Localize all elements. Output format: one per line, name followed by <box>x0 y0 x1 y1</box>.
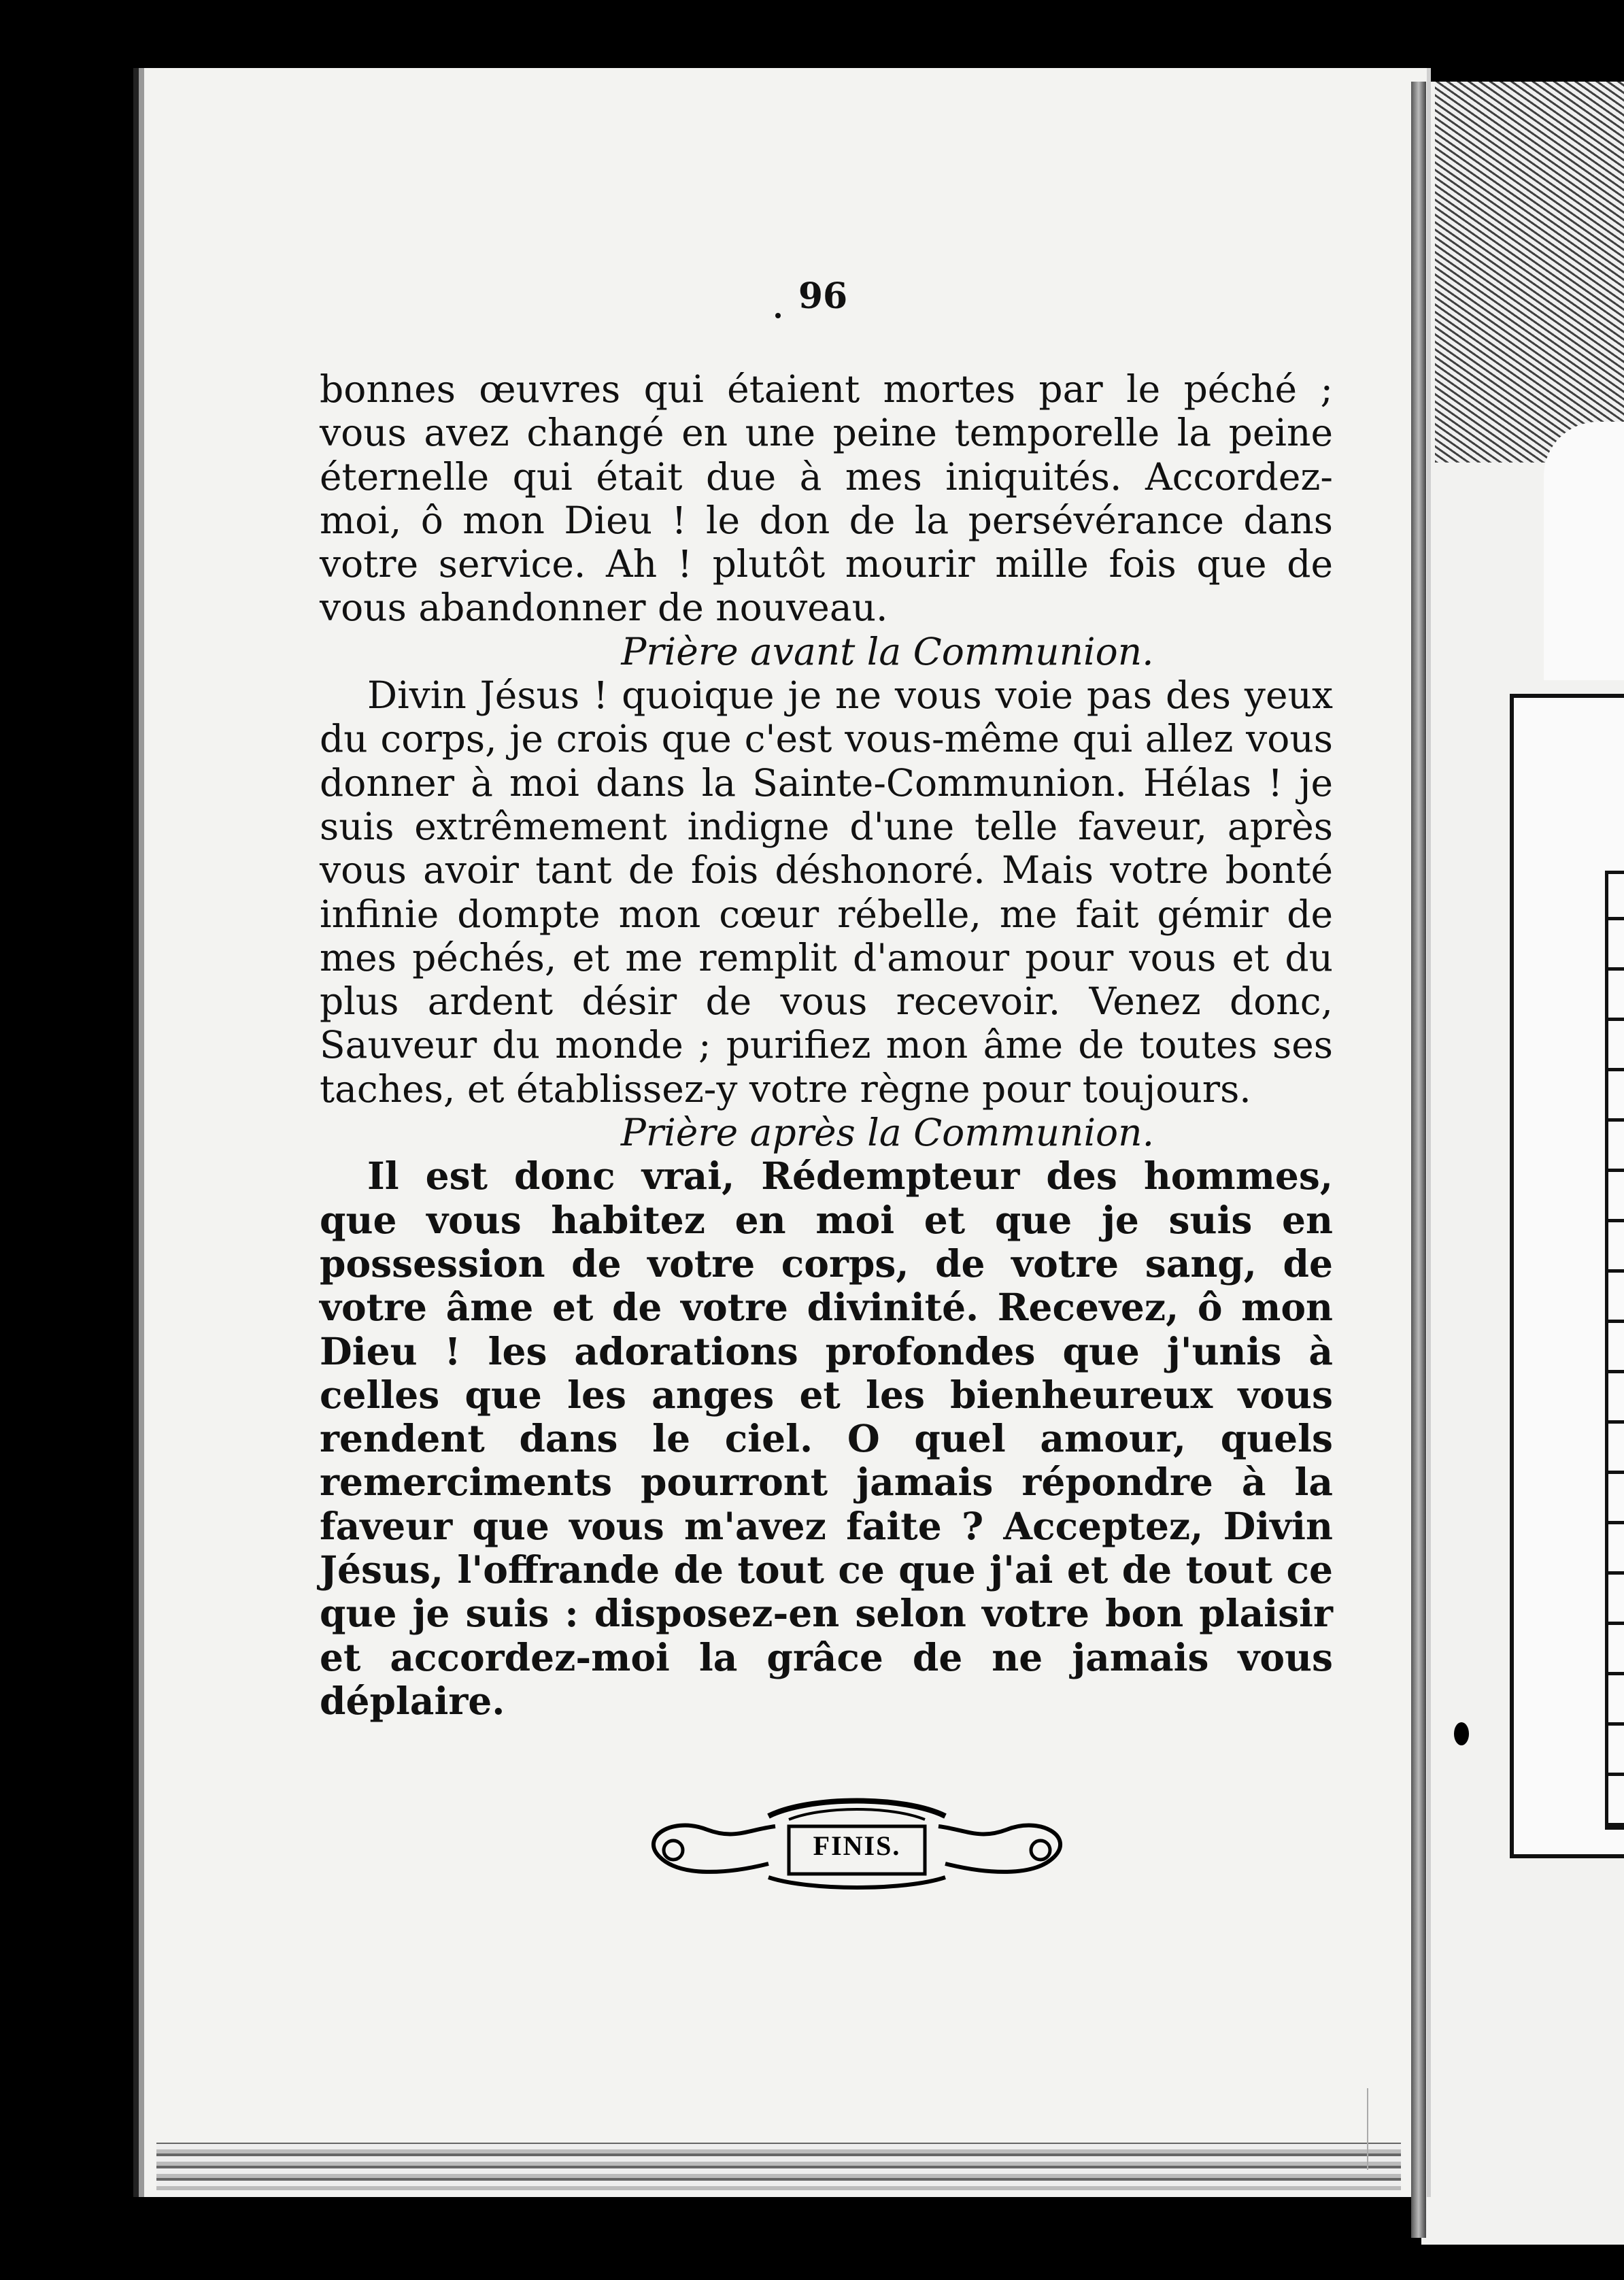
book-spine <box>1411 82 1426 2238</box>
heading-after-communion: Prière après la Communion. <box>620 1111 1155 1155</box>
paragraph-continuation: bonnes œuvres qui étaient mortes par le péché ; vous avez changé en une peine temporelle la peine éternelle qui était due à mes iniquités. Accordez-moi, ô mon Dieu ! le don de la persévérance dans votre service. Ah ! plutôt mourir mille fois que de vous abandonner de nouveau. <box>320 367 1333 630</box>
page-number-dot <box>775 313 781 318</box>
finis-ornament <box>632 1789 1081 1898</box>
facing-page-table-edge <box>1605 871 1624 1830</box>
paragraph-before-communion: Divin Jésus ! quoique je ne vous voie pas des yeux du corps, je crois que c'est vous-même qui allez vous donner à moi dans la Sainte-Communion. Hélas ! je suis extrêmement indigne d'une telle faveur, après vous avoir tant de fois déshonoré. Mais votre bonté infinie dompte mon cœur rébelle, me fait gémir de mes péchés, et me remplit d'amour pour vous et du plus ardent désir de vous recevoir. Venez donc, Sauveur du monde ; purifiez mon âme de toutes ses taches, et établissez-y votre règne pour toujours. <box>320 673 1333 1111</box>
facing-page-engraving <box>1435 82 1624 463</box>
page-body <box>320 367 1333 1723</box>
paragraph-after-communion: Il est donc vrai, Rédempteur des hommes, que vous habitez en moi et que je suis en possession de votre corps, de votre sang, de votre âme et de votre divinité. Recevez, ô mon Dieu ! les adorations profondes que j'unis à celles que les anges et les bienheureux vous rendent dans le ciel. O quel amour, quels remerciments pourront jamais répondre à la faveur que vous m'avez faite ? Acceptez, Divin Jésus, l'offrande de tout ce que j'ai et de tout ce que je suis : disposez-en selon votre bon plaisir et accordez-moi la grâce de ne jamais vous déplaire. <box>320 1154 1333 1723</box>
page-margin-mark <box>1367 2088 1371 2170</box>
book-edge-bottom <box>156 2143 1401 2190</box>
facing-page-cutout <box>1544 422 1624 680</box>
heading-before-communion: Prière avant la Communion. <box>621 629 1154 673</box>
ink-dot <box>1454 1722 1469 1745</box>
finis-text: FINIS. <box>813 1830 901 1861</box>
page-number: 96 <box>798 275 848 317</box>
